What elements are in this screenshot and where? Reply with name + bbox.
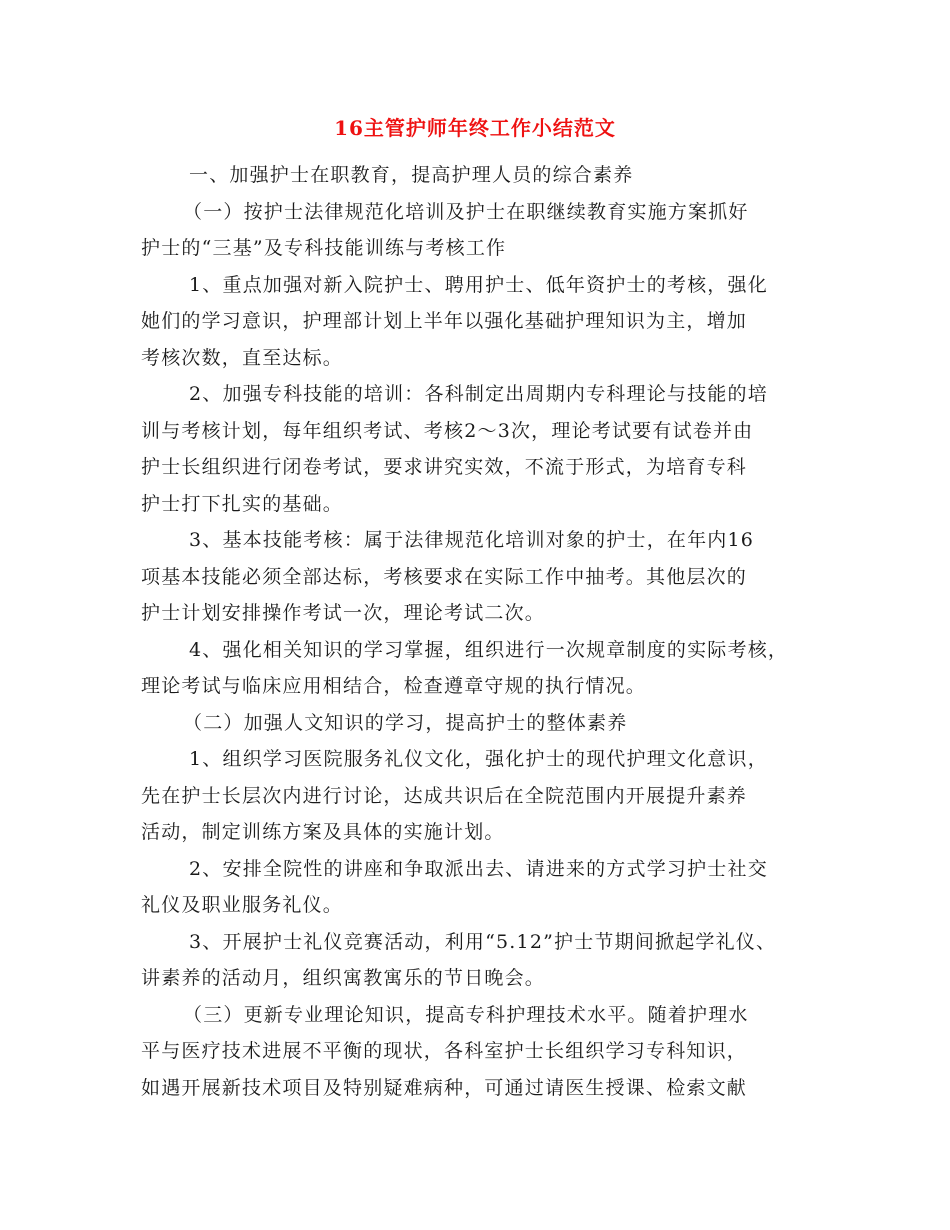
subsection-heading: （二）加强人文知识的学习，提高护士的整体素养 xyxy=(183,711,628,734)
paragraph-line: 如遇开展新技术项目及特别疑难病种，可通过请医生授课、检索文献 xyxy=(141,1076,748,1099)
paragraph-line: 平与医疗技术进展不平衡的现状，各科室护士长组织学习专科知识， xyxy=(141,1040,748,1062)
section-heading: 一、加强护士在职教育，提高护理人员的综合素养 xyxy=(189,164,634,186)
paragraph-line: 3、基本技能考核：属于法律规范化培训对象的护士，在年内16 xyxy=(189,529,755,551)
paragraph-line: 理论考试与临床应用相结合，检查遵章守规的执行情况。 xyxy=(141,675,647,697)
paragraph-line: 训与考核计划，每年组织考试、考核2～3次，理论考试要有试卷并由 xyxy=(141,419,754,442)
paragraph-line: 先在护士长层次内进行讨论，达成共识后在全院范围内开展提升素养 xyxy=(141,784,748,807)
paragraph-line: 1、组织学习医院服务礼仪文化，强化护士的现代护理文化意识， xyxy=(189,748,768,770)
paragraph-line: 护士计划安排操作考试一次，理论考试二次。 xyxy=(141,602,546,624)
paragraph-line: 护士打下扎实的基础。 xyxy=(141,492,344,515)
paragraph-line: 4、强化相关知识的学习掌握，组织进行一次规章制度的实际考核， xyxy=(189,638,789,661)
paragraph-line: 项基本技能必须全部达标，考核要求在实际工作中抽考。其他层次的 xyxy=(141,565,748,588)
paragraph-line: 活动，制定训练方案及具体的实施计划。 xyxy=(141,821,505,843)
paragraph-line: 礼仪及职业服务礼仪。 xyxy=(141,894,344,916)
paragraph-line: 护士的“三基”及专科技能训练与考核工作 xyxy=(141,237,507,259)
document-body xyxy=(141,157,831,1106)
paragraph-line: 她们的学习意识，护理部计划上半年以强化基础护理知识为主，增加 xyxy=(141,310,748,332)
subsection-heading: （一）按护士法律规范化培训及护士在职继续教育实施方案抓好 xyxy=(183,200,749,223)
document-title: 16主管护师年终工作小结范文 xyxy=(334,116,616,140)
paragraph-line: 2、安排全院性的讲座和争取派出去、请进来的方式学习护士社交 xyxy=(189,857,768,880)
paragraph-line: 考核次数，直至达标。 xyxy=(141,346,344,369)
paragraph-line: 3、开展护士礼仪竞赛活动，利用“5.12”护士节期间掀起学礼仪、 xyxy=(189,930,777,953)
subsection-heading: （三）更新专业理论知识，提高专科护理技术水平。随着护理水 xyxy=(183,1003,749,1026)
paragraph-line: 2、加强专科技能的培训：各科制定出周期内专科理论与技能的培 xyxy=(189,383,768,405)
paragraph-line: 讲素养的活动月，组织寓教寓乐的节日晚会。 xyxy=(141,967,546,989)
paragraph-line: 1、重点加强对新入院护士、聘用护士、低年资护士的考核，强化 xyxy=(189,273,768,296)
paragraph-line: 护士长组织进行闭卷考试，要求讲究实效，不流于形式，为培育专科 xyxy=(141,456,748,478)
